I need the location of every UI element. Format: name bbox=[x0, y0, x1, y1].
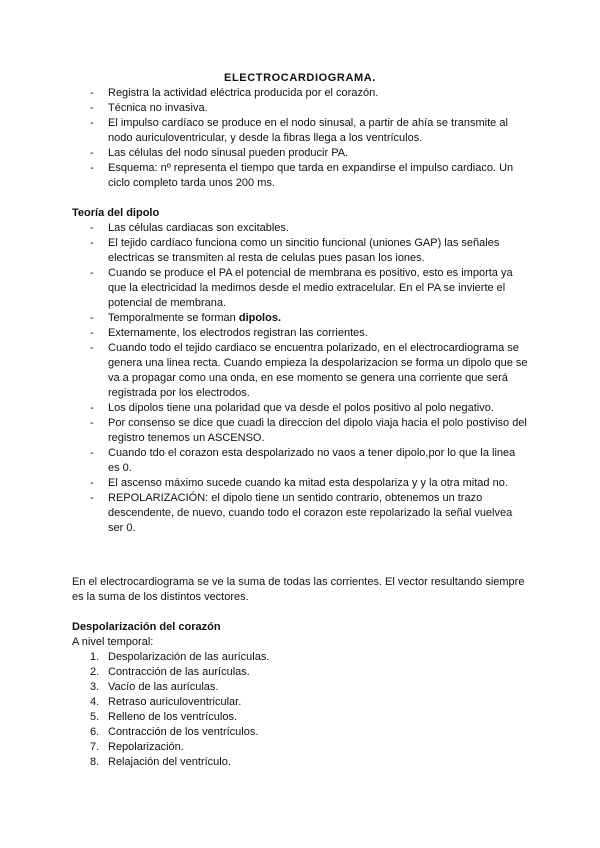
step-number: 5. bbox=[90, 711, 100, 723]
step-text: Vacío de las aurículas. bbox=[108, 681, 219, 693]
spacer bbox=[72, 536, 528, 560]
intro-list bbox=[72, 86, 528, 191]
depol-heading: Despolarización del corazón bbox=[72, 621, 221, 633]
list-item bbox=[90, 695, 528, 710]
list-item: - Externamente, los electrodos registran las corrientes. bbox=[108, 326, 528, 341]
step-number: 2. bbox=[90, 666, 100, 678]
step-text: Relleno de los ventrículos. bbox=[108, 711, 238, 723]
dipole-heading: Teoría del dipolo bbox=[72, 207, 160, 219]
depol-steps-list bbox=[72, 650, 528, 770]
list-item: - El ascenso máximo sucede cuando ka mitad esta despolariza y y la otra mitad no. bbox=[108, 476, 528, 491]
list-item: - El tejido cardíaco funciona como un sincitio funcional (uniones GAP) las señales electricas se transmiten al resta de celulas pues pasan los iones. bbox=[108, 236, 528, 266]
step-number: 3. bbox=[90, 681, 100, 693]
list-item: - Cuando se produce el PA el potencial de membrana es positivo, esto es importa ya que la electricidad la medimos desde el medio extracelular. En el PA se invierte el potencial de membrana. bbox=[108, 266, 528, 311]
list-item: - Cuando todo el tejido cardiaco se encuentra polarizado, en el electrocardiograma se genera una linea recta. Cuando empieza la despolarizacion se forma un dipolo que se va a propagar como una onda, en ese momento se genera una corriente que será registrada por los electrodos. bbox=[108, 341, 528, 401]
list-item: - El impulso cardíaco se produce en el nodo sinusal, a partir de ahía se transmite al nodo auriculoventricular, y desde la fibras llega a los ventrículos. bbox=[108, 116, 528, 146]
step-text: Contracción de los ventrículos. bbox=[108, 726, 259, 738]
list-item bbox=[90, 740, 528, 755]
list-item bbox=[90, 710, 528, 725]
list-item: - Técnica no invasiva. bbox=[108, 101, 528, 116]
step-text: Retraso auriculoventricular. bbox=[108, 696, 242, 708]
list-item bbox=[108, 311, 528, 326]
list-item: - Cuando tdo el corazon esta despolarizado no vaos a tener dipolo,por lo que la linea es 0. bbox=[108, 446, 528, 476]
list-item bbox=[90, 665, 528, 680]
list-item: - Por consenso se dice que cuadi la direccion del dipolo viaja hacia el polo postiviso del registro tenemos un ASCENSO. bbox=[108, 416, 528, 446]
step-text: Relajación del ventrículo. bbox=[108, 756, 231, 768]
depol-subheading: A nivel temporal: bbox=[72, 636, 154, 648]
step-number: 1. bbox=[90, 651, 100, 663]
bold-term: dipolos. bbox=[238, 312, 282, 324]
list-item: - Los dipolos tiene una polaridad que va desde el polos positivo al polo negativo. bbox=[108, 401, 528, 416]
list-item bbox=[90, 755, 528, 770]
list-item: - Esquema: nº representa el tiempo que tarda en expandirse el impulso cardiaco. Un ciclo completo tarda unos 200 ms. bbox=[108, 161, 528, 191]
document-content bbox=[72, 71, 528, 770]
list-item bbox=[90, 650, 528, 665]
step-text: Despolarización de las aurículas. bbox=[108, 651, 270, 663]
list-item-text: Temporalmente se forman bbox=[108, 312, 239, 324]
spacer bbox=[72, 560, 528, 575]
step-number: 4. bbox=[90, 696, 100, 708]
list-item: - Las células del nodo sinusal pueden producir PA. bbox=[108, 146, 528, 161]
step-number: 8. bbox=[90, 756, 100, 768]
step-number: 6. bbox=[90, 726, 100, 738]
list-item bbox=[90, 725, 528, 740]
step-number: 7. bbox=[90, 741, 100, 753]
list-item: - Registra la actividad eléctrica producida por el corazón. bbox=[108, 86, 528, 101]
spacer bbox=[72, 191, 528, 206]
page-title: ELECTROCARDIOGRAMA. bbox=[224, 72, 376, 84]
list-item bbox=[90, 680, 528, 695]
dipole-list bbox=[72, 221, 528, 536]
spacer bbox=[72, 605, 528, 620]
list-item: - REPOLARIZACIÓN: el dipolo tiene un sentido contrario, obtenemos un trazo descendente, de nuevo, cuando todo el corazon este repolarizado la señal vuelvea ser 0. bbox=[108, 491, 528, 536]
summary-paragraph: En el electrocardiograma se ve la suma de todas las corrientes. El vector resultando siempre es la suma de los distintos vectores. bbox=[72, 576, 525, 603]
step-text: Contracción de las aurículas. bbox=[108, 666, 250, 678]
list-item: - Las células cardiacas son excitables. bbox=[108, 221, 528, 236]
step-text: Repolarización. bbox=[108, 741, 184, 753]
